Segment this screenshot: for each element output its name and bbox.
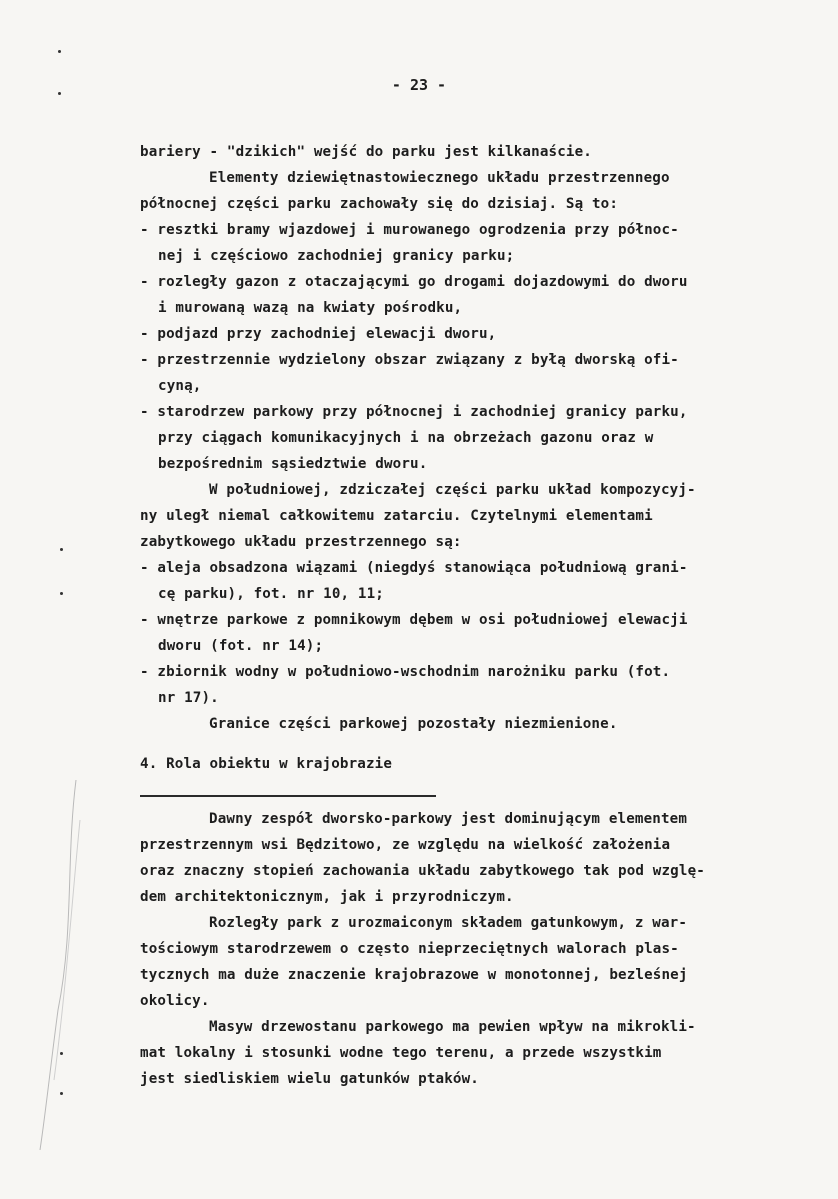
text-line: tycznych ma duże znaczenie krajobrazowe w monotonnej, bezleśnej	[140, 967, 688, 983]
text-line: oraz znaczny stopień zachowania układu zabytkowego tak pod wzglę-	[140, 863, 705, 879]
text-line: Dawny zespół dworsko-parkowy jest dominującym elementem	[209, 811, 688, 827]
text-line: - resztki bramy wjazdowej i murowanego ogrodzenia przy północ-	[140, 222, 679, 238]
text-line: Granice części parkowej pozostały niezmienione.	[209, 716, 618, 732]
text-line: bariery - "dzikich" wejść do parku jest kilkanaście.	[140, 144, 592, 160]
scan-dot	[60, 548, 63, 551]
text-line: Elementy dziewiętnastowiecznego układu przestrzennego	[209, 170, 670, 186]
text-line: dem architektonicznym, jak i przyrodniczym.	[140, 889, 514, 905]
text-line: Rozległy park z urozmaiconym składem gatunkowym, z war-	[209, 915, 688, 931]
text-line: nr 17).	[158, 690, 219, 706]
text-line: - podjazd przy zachodniej elewacji dworu,	[140, 326, 497, 342]
scan-dot	[58, 50, 61, 53]
text-line: tościowym starodrzewem o często nieprzeciętnych walorach plas-	[140, 941, 679, 957]
text-line: zabytkowego układu przestrzennego są:	[140, 534, 462, 550]
text-line: dworu (fot. nr 14);	[158, 638, 324, 654]
text-line: - przestrzennie wydzielony obszar związany z byłą dworską ofi-	[140, 352, 679, 368]
text-line: - rozległy gazon z otaczającymi go drogami dojazdowymi do dworu	[140, 274, 688, 290]
section-heading: 4. Rola obiektu w krajobrazie	[140, 756, 393, 772]
heading-underline	[140, 795, 436, 797]
text-line: - starodrzew parkowy przy północnej i zachodniej granicy parku,	[140, 404, 688, 420]
text-line: nej i częściowo zachodniej granicy parku;	[158, 248, 515, 264]
text-line: mat lokalny i stosunki wodne tego terenu, a przede wszystkim	[140, 1045, 662, 1061]
scan-dot	[60, 592, 63, 595]
page-number: - 23 -	[391, 76, 447, 94]
text-line: i murowaną wazą na kwiaty pośrodku,	[158, 300, 463, 316]
text-line: jest siedliskiem wielu gatunków ptaków.	[140, 1071, 479, 1087]
text-line: północnej części parku zachowały się do dzisiaj. Są to:	[140, 196, 619, 212]
text-line: cyną,	[158, 378, 202, 394]
text-line: Masyw drzewostanu parkowego ma pewien wpływ na mikrokli-	[209, 1019, 696, 1035]
text-line: - aleja obsadzona wiązami (niegdyś stanowiąca południową grani-	[140, 560, 688, 576]
margin-stain	[36, 780, 82, 1150]
text-line: ny uległ niemal całkowitemu zatarciu. Czytelnymi elementami	[140, 508, 653, 524]
text-line: - zbiornik wodny w południowo-wschodnim narożniku parku (fot.	[140, 664, 671, 680]
text-line: okolicy.	[140, 993, 210, 1009]
text-line: bezpośrednim sąsiedztwie dworu.	[158, 456, 428, 472]
text-line: - wnętrze parkowe z pomnikowym dębem w osi południowej elewacji	[140, 612, 688, 628]
text-line: przestrzennym wsi Będzitowo, ze względu na wielkość założenia	[140, 837, 671, 853]
text-line: przy ciągach komunikacyjnych i na obrzeżach gazonu oraz w	[158, 430, 654, 446]
text-line: cę parku), fot. nr 10, 11;	[158, 586, 384, 602]
text-line: W południowej, zdziczałej części parku układ kompozycyj-	[209, 482, 696, 498]
